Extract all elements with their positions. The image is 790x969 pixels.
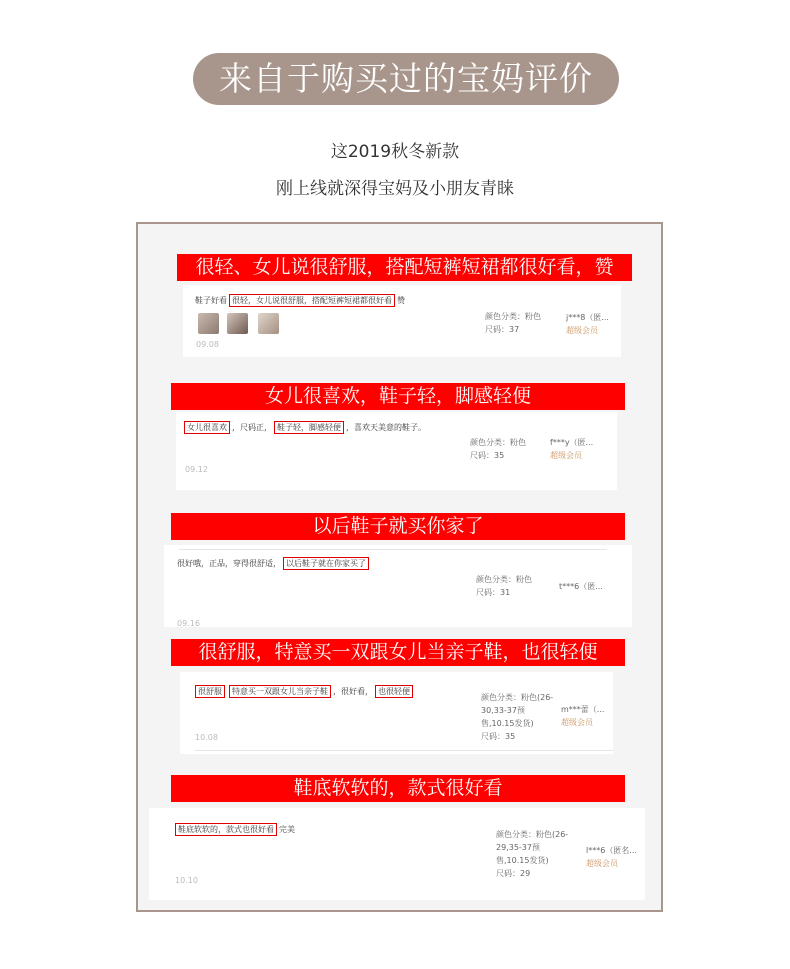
review-highlight: 很舒服 xyxy=(195,685,225,698)
review-highlight: 特意买一双跟女儿当亲子鞋 xyxy=(229,685,331,698)
member-badge: 超级会员 xyxy=(550,451,582,460)
review-highlight: 很轻，女儿说很舒服，搭配短裤短裙都很好看 xyxy=(229,294,395,307)
review-banner-3: 以后鞋子就买你家了 xyxy=(171,513,625,540)
review-card-3 xyxy=(164,545,632,627)
review-text xyxy=(195,295,405,306)
subtitle-1: 这2019秋冬新款 xyxy=(330,142,460,162)
review-banner-4: 很舒服，特意买一双跟女儿当亲子鞋，也很轻便 xyxy=(171,639,625,666)
reviewer-name: m***蕾（... xyxy=(561,705,605,714)
review-card-4 xyxy=(180,672,613,754)
review-text-plain: 鞋子好看 xyxy=(195,296,227,305)
reviewer-name: f***y（匿... xyxy=(550,438,594,447)
review-text xyxy=(173,824,295,835)
review-sku-color: 颜色分类：粉色 xyxy=(485,312,541,321)
review-text xyxy=(182,422,426,433)
review-sku-color: 颜色分类：粉色 xyxy=(470,438,526,447)
reviewer-name: j***8（匿... xyxy=(566,313,609,322)
divider xyxy=(195,750,613,751)
review-text-plain: ，喜欢天美意的鞋子。 xyxy=(346,423,426,432)
review-card-5 xyxy=(149,808,645,900)
subtitle-2: 刚上线就深得宝妈及小朋友青睐 xyxy=(276,179,514,199)
review-date: 09.08 xyxy=(196,340,219,349)
review-text xyxy=(193,686,415,697)
review-card-1 xyxy=(183,285,621,357)
member-badge: 超级会员 xyxy=(566,326,598,335)
review-sku-size: 尺码：37 xyxy=(485,325,520,334)
member-badge: 超级会员 xyxy=(561,718,593,727)
review-highlight: 也很轻便 xyxy=(375,685,413,698)
reviewer-name: l***6（匿名... xyxy=(586,846,637,855)
review-highlight: 鞋底软软的，款式也很好看 xyxy=(175,823,277,836)
review-sku-color: 颜色分类：粉色 xyxy=(476,575,532,584)
review-date: 09.16 xyxy=(177,619,200,627)
review-photo-thumbnail[interactable] xyxy=(227,313,248,334)
review-text-plain: 很好哦，正品，穿得很舒适， xyxy=(177,559,281,568)
review-text xyxy=(177,558,371,569)
review-photo-thumbnail[interactable] xyxy=(258,313,279,334)
page-title: 来自于购买过的宝妈评价 xyxy=(193,53,619,105)
review-sku-size: 尺码：31 xyxy=(476,588,511,597)
review-text-plain: 赞 xyxy=(397,296,405,305)
member-badge: 超级会员 xyxy=(586,859,618,868)
review-highlight: 女儿很喜欢 xyxy=(184,421,230,434)
divider xyxy=(179,549,607,550)
review-text-plain: 完美 xyxy=(279,825,295,834)
review-banner-5: 鞋底软软的，款式很好看 xyxy=(171,775,625,802)
reviewer-name: t***6（匿... xyxy=(559,582,603,591)
review-date: 10.08 xyxy=(195,733,218,742)
review-date: 10.10 xyxy=(175,876,198,885)
review-banner-1: 很轻、女儿说很舒服，搭配短裤短裙都很好看，赞 xyxy=(177,254,632,281)
review-highlight: 鞋子轻，脚感轻便 xyxy=(274,421,344,434)
review-text-plain: ，很好看， xyxy=(333,687,373,696)
review-sku-meta: 颜色分类：粉色(26- 29,35-37预 售,10.15发货) 尺码：29 xyxy=(496,830,569,878)
review-banner-2: 女儿很喜欢，鞋子轻，脚感轻便 xyxy=(171,383,625,410)
review-sku-meta: 颜色分类：粉色(26- 30,33-37预 售,10.15发货) 尺码：35 xyxy=(481,693,554,741)
review-text-plain: ，尺码正， xyxy=(232,423,272,432)
review-sku-size: 尺码：35 xyxy=(470,451,505,460)
review-photo-thumbnail[interactable] xyxy=(198,313,219,334)
review-date: 09.12 xyxy=(185,465,208,474)
review-card-2 xyxy=(176,412,617,490)
review-highlight: 以后鞋子就在你家买了 xyxy=(283,557,369,570)
